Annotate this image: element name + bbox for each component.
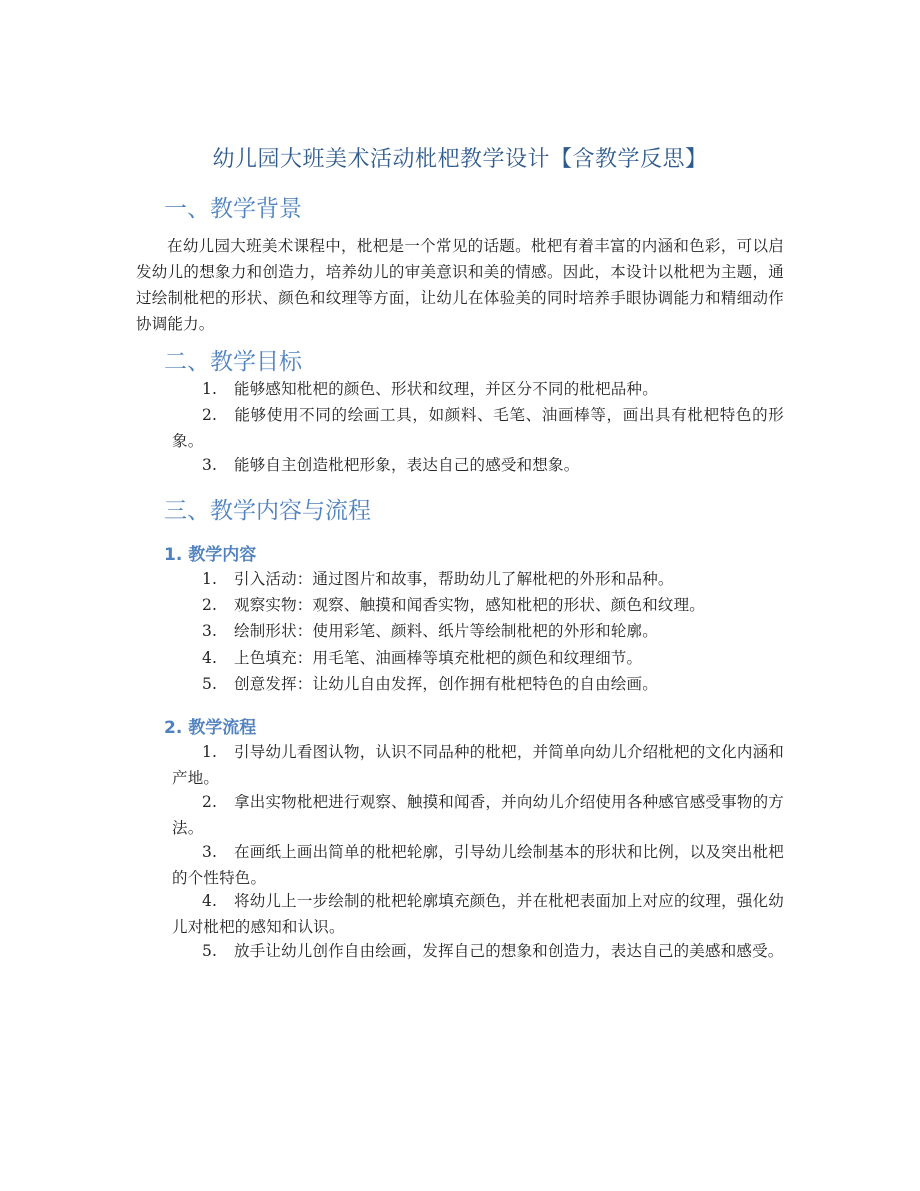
flow-item <box>172 839 784 891</box>
flow-item-text: 将幼儿上一步绘制的枇杷轮廓填充颜色，并在枇杷表面加上对应的纹理，强化幼儿对枇杷的感知和认识。 <box>172 892 784 936</box>
flow-item-number: 5. <box>202 942 218 960</box>
section-heading-background: 一、教学背景 <box>164 196 302 222</box>
content-item-text: 创意发挥：让幼儿自由发挥，创作拥有枇杷特色的自由绘画。 <box>234 675 658 693</box>
content-item-text: 上色填充：用毛笔、油画棒等填充枇杷的颜色和纹理细节。 <box>234 649 643 667</box>
content-item-text: 观察实物：观察、触摸和闻香实物，感知枇杷的形状、颜色和纹理。 <box>234 596 706 614</box>
flow-item <box>172 938 784 964</box>
content-item <box>172 566 784 592</box>
subheading-content: 1. 教学内容 <box>164 545 257 565</box>
flow-item <box>172 888 784 940</box>
goal-item-text: 能够感知枇杷的颜色、形状和纹理，并区分不同的枇杷品种。 <box>234 380 658 398</box>
goal-item <box>172 452 784 478</box>
goal-item-text: 能够使用不同的绘画工具，如颜料、毛笔、油画棒等，画出具有枇杷特色的形象。 <box>172 406 784 450</box>
goal-item-text: 能够自主创造枇杷形象，表达自己的感受和想象。 <box>234 456 580 474</box>
flow-item-text: 放手让幼儿创作自由绘画，发挥自己的想象和创造力，表达自己的美感和感受。 <box>234 942 784 960</box>
flow-item <box>172 739 784 791</box>
goal-item-number: 3. <box>202 456 218 474</box>
content-item-number: 2. <box>202 596 218 614</box>
section-heading-goals: 二、教学目标 <box>164 349 302 375</box>
content-item-text: 绘制形状：使用彩笔、颜料、纸片等绘制枇杷的外形和轮廓。 <box>234 622 658 640</box>
flow-item-number: 4. <box>202 892 218 910</box>
flow-item <box>172 789 784 841</box>
content-item <box>172 645 784 671</box>
content-item <box>172 618 784 644</box>
goal-item-number: 1. <box>202 380 218 398</box>
flow-item-number: 1. <box>202 743 218 761</box>
goal-item <box>172 376 784 402</box>
flow-item-text: 引导幼儿看图认物，认识不同品种的枇杷，并简单向幼儿介绍枇杷的文化内涵和产地。 <box>172 743 784 787</box>
page-title: 幼儿园大班美术活动枇杷教学设计【含教学反思】 <box>212 147 708 172</box>
content-item <box>172 592 784 618</box>
flow-item-number: 3. <box>202 843 218 861</box>
flow-item-number: 2. <box>202 793 218 811</box>
subheading-flow: 2. 教学流程 <box>164 718 257 738</box>
flow-item-text: 在画纸上画出简单的枇杷轮廓，引导幼儿绘制基本的形状和比例，以及突出枇杷的个性特色。 <box>172 843 784 887</box>
content-item-number: 5. <box>202 675 218 693</box>
flow-item-text: 拿出实物枇杷进行观察、触摸和闻香，并向幼儿介绍使用各种感官感受事物的方法。 <box>172 793 784 837</box>
goal-item-number: 2. <box>202 406 218 424</box>
background-paragraph: 在幼儿园大班美术课程中，枇杷是一个常见的话题。枇杷有着丰富的内涵和色彩，可以启发幼儿的想象力和创造力，培养幼儿的审美意识和美的情感。因此，本设计以枇杷为主题，通过绘制枇杷的形状、颜色和纹理等方面，让幼儿在体验美的同时培养手眼协调能力和精细动作协调能力。 <box>136 237 784 333</box>
content-item-number: 1. <box>202 570 218 588</box>
content-item <box>172 671 784 697</box>
content-item-number: 4. <box>202 649 218 667</box>
content-item-text: 引入活动：通过图片和故事，帮助幼儿了解枇杷的外形和品种。 <box>234 570 674 588</box>
goal-item <box>172 402 784 454</box>
section-heading-content-flow: 三、教学内容与流程 <box>164 498 371 524</box>
content-item-number: 3. <box>202 622 218 640</box>
